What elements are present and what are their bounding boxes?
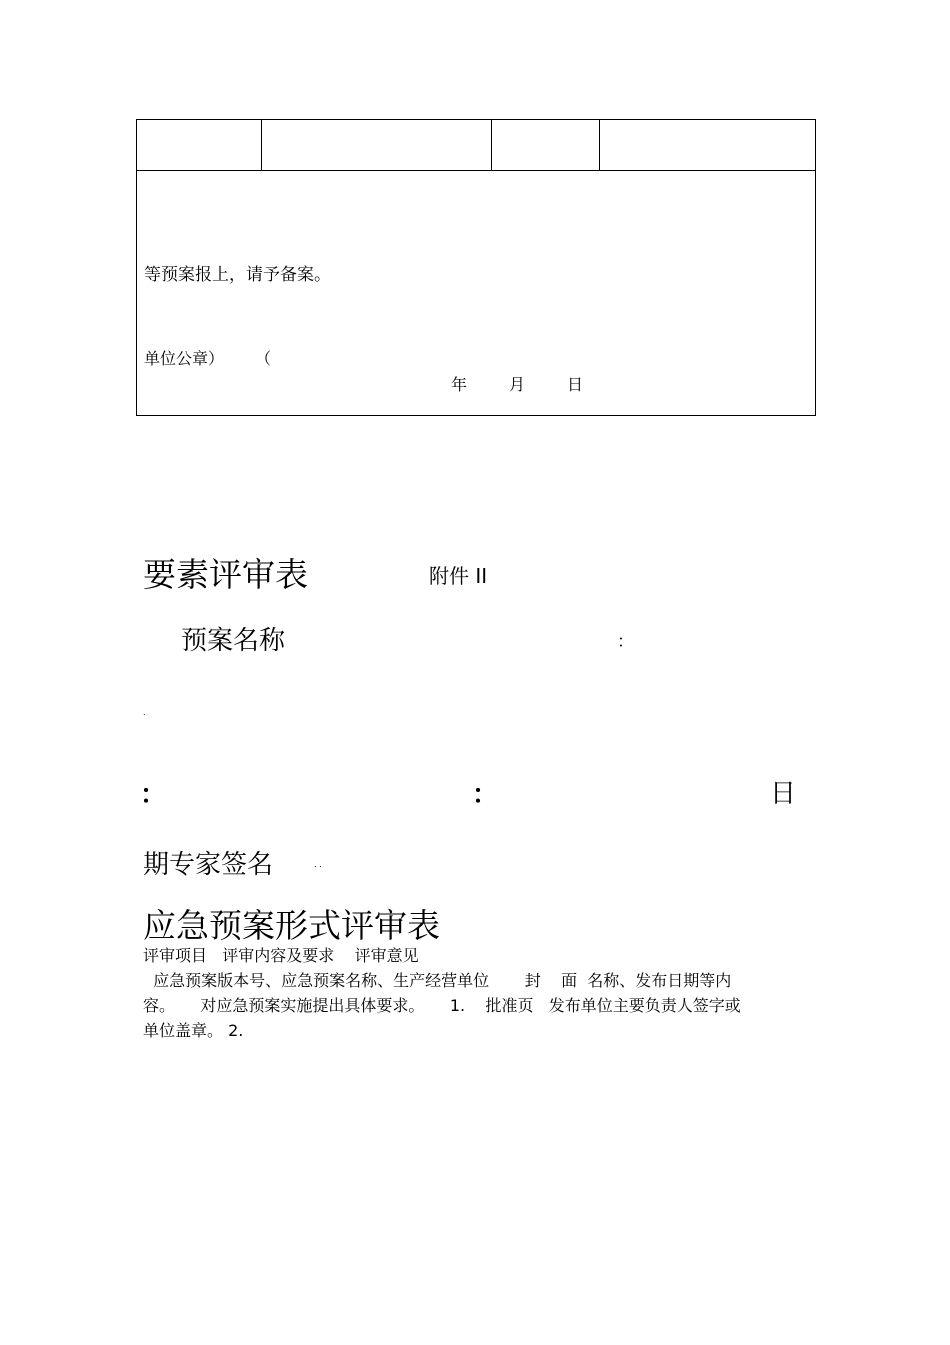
element-review-title: 要素评审表: [143, 555, 308, 594]
date-month: 月: [509, 375, 526, 394]
form-review-header-row: 评审项目 评审内容及要求 评审意见: [143, 946, 419, 965]
submit-text: 等预案报上，请予备案。: [144, 265, 331, 285]
seal-label: 单位公章）: [144, 349, 225, 368]
colon-mid: ：: [472, 780, 499, 810]
table-header-divider: [137, 170, 815, 171]
expert-sign-label: 期专家签名: [143, 850, 274, 880]
attachment-label: 附件 II: [429, 564, 488, 588]
sign-dots: . .: [314, 860, 322, 869]
record-form-table: [136, 119, 816, 416]
seal-open-paren: （: [255, 349, 272, 368]
date-year: 年: [451, 375, 468, 394]
plan-name-label: 预案名称: [181, 626, 286, 656]
day-char: 日: [770, 779, 797, 809]
form-review-line-1: 应急预案版本号、应急预案名称、生产经营单位 封 面 名称、发布日期等内: [143, 971, 732, 990]
plan-name-colon: ：: [617, 632, 634, 652]
table-column-divider: [491, 120, 492, 170]
table-column-divider: [261, 120, 262, 170]
form-review-title: 应急预案形式评审表: [143, 906, 440, 945]
stray-dot: .: [143, 708, 146, 717]
form-review-line-3: 单位盖章。 2.: [143, 1021, 244, 1040]
date-day: 日: [567, 375, 584, 394]
table-column-divider: [599, 120, 600, 170]
form-review-line-2: 容。 对应急预案实施提出具体要求。 1. 批准页 发布单位主要负责人签字或: [143, 996, 741, 1015]
colon-left: ：: [140, 780, 167, 810]
